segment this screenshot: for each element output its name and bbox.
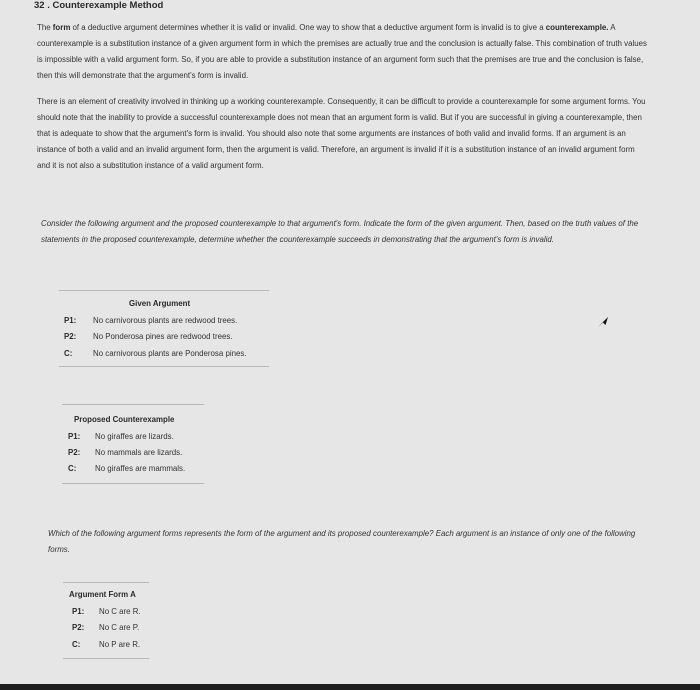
counterexample-row-c	[68, 464, 185, 473]
conclusion-label: C:	[68, 464, 77, 473]
form-a-top-rule	[63, 582, 149, 583]
instructions-text: Consider the following argument and the proposed counterexample to that argument's form. Indicate the form of the given argument. Then, based on the truth values of the statements in the proposed counterexample, determine whether the counterexample succeeds in demonstrating that the argument's form is invalid.	[41, 219, 639, 244]
conclusion-label: C:	[72, 640, 81, 649]
conclusion-text: No giraffes are mammals.	[95, 464, 186, 473]
premise-label: P2:	[72, 623, 85, 632]
counterexample-title: Proposed Counterexample	[74, 415, 175, 424]
conclusion-text: No carnivorous plants are Ponderosa pines.	[93, 349, 247, 358]
conclusion-label: C:	[64, 349, 73, 358]
intro-text: The	[37, 23, 53, 32]
mouse-cursor-icon	[596, 315, 610, 329]
premise-label: P1:	[68, 432, 81, 441]
intro-text: A counterexample is a substitution instance of a given argument form in which the premises are actually true and the conclusion is actually false. This combination of truth values is impossible with a valid argument form. So, if you are able to provide a substitution instance of an argument form such that the premises are true and the conclusion is false, then this will demonstrate that the argument's form is invalid.	[37, 23, 647, 80]
premise-label: P2:	[68, 448, 81, 457]
screen-bottom-edge	[0, 684, 700, 690]
premise-label: P1:	[64, 316, 77, 325]
given-argument-row-p2	[64, 332, 233, 341]
given-argument-top-rule	[59, 290, 269, 291]
premise-label: P1:	[72, 607, 85, 616]
given-argument-bottom-rule	[59, 366, 269, 367]
form-a-row-p2	[72, 623, 139, 632]
form-a-row-c	[72, 640, 140, 649]
term-counterexample: counterexample.	[545, 23, 609, 32]
premise-text: No carnivorous plants are redwood trees.	[93, 316, 238, 325]
given-argument-title: Given Argument	[129, 299, 191, 308]
form-a-row-p1	[72, 607, 141, 616]
form-a-title: Argument Form A	[69, 590, 136, 599]
term-form: form	[52, 23, 71, 32]
premise-label: P2:	[64, 332, 77, 341]
counterexample-bottom-rule	[62, 483, 204, 484]
premise-text: No giraffes are lizards.	[95, 432, 174, 441]
premise-text: No Ponderosa pines are redwood trees.	[93, 332, 233, 341]
form-a-bottom-rule	[63, 658, 149, 659]
intro-paragraph-1	[37, 20, 647, 84]
premise-text: No C are R.	[99, 607, 141, 616]
counterexample-row-p2	[68, 448, 182, 457]
counterexample-top-rule	[62, 404, 204, 405]
counterexample-row-p1	[68, 432, 174, 441]
premise-text: No mammals are lizards.	[95, 448, 183, 457]
given-argument-row-c	[64, 349, 247, 358]
conclusion-text: No P are R.	[99, 640, 141, 649]
question-title: 32 . Counterexample Method	[34, 0, 164, 11]
given-argument-row-p1	[64, 316, 237, 325]
intro-text: of a deductive argument determines whether it is valid or invalid. One way to show that a deductive argument form is invalid is to give a	[70, 23, 546, 32]
question-prompt: Which of the following argument forms represents the form of the argument and its proposed counterexample? Each argument is an instance of only one of the following forms.	[48, 529, 636, 554]
intro-paragraph-2: There is an element of creativity involved in thinking up a working counterexample. Consequently, it can be difficult to provide a counterexample for some argument forms. You should note that the inability to provide a successful counterexample does not mean that an argument form is valid. But if you are successful in giving a counterexample, then that is adequate to show that the argument's form is invalid. You should also note that some arguments are instances of both valid and invalid forms. If an argument is an instance of both a valid and an invalid argument form, then the argument is valid. Therefore, an argument is invalid if it is a substitution instance of an invalid argument form and it is not also a substitution instance of a valid argument form.	[37, 97, 646, 170]
premise-text: No C are P.	[99, 623, 140, 632]
